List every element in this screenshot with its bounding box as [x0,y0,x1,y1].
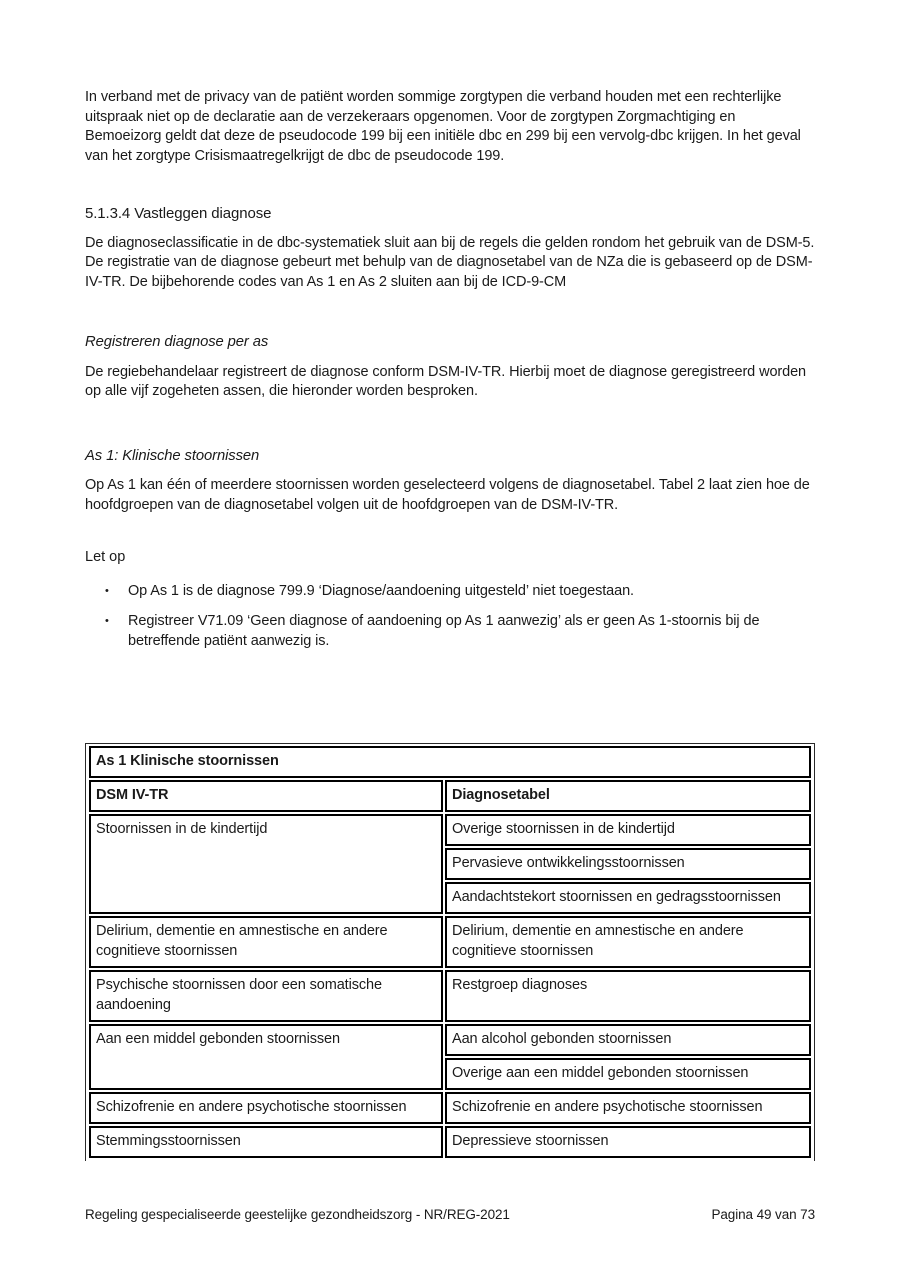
diagnosetabel-cell: Overige aan een middel gebonden stoornissen [445,1058,811,1090]
letop-label: Let op [85,549,126,565]
page-footer [85,1207,815,1222]
table-title-cell: As 1 Klinische stoornissen [89,746,811,778]
diagnosetabel-cell: Overige stoornissen in de kindertijd [445,814,811,846]
diagnosetabel-cell: Schizofrenie en andere psychotische stoornissen [445,1092,811,1124]
diagnosetabel-cell: Pervasieve ontwikkelingsstoornissen [445,848,811,880]
table-row [89,916,811,968]
bullet-text: Registreer V71.09 ‘Geen diagnose of aandoening op As 1 aanwezig’ als er geen As 1-stoornis bij de betreffende patiënt aanwezig is. [128,613,760,649]
diagnosetabel-cell: Aandachtstekort stoornissen en gedragsstoornissen [445,882,811,914]
diagnosetabel-cell: Aan alcohol gebonden stoornissen [445,1024,811,1056]
diagnose-table-body [89,746,811,1158]
diagnose-table-frame [85,743,815,1161]
paragraph-regiebehandelaar: De regiebehandelaar registreert de diagnose conform DSM-IV-TR. Hierbij moet de diagnose geregistreerd worden op alle vijf zogeheten assen, die hieronder worden besproken. [85,363,807,399]
table-row [89,970,811,1022]
subheading-registreren-diagnose: Registreren diagnose per as [85,334,269,350]
paragraph-as1: Op As 1 kan één of meerdere stoornissen worden geselecteerd volgens de diagnosetabel. Tabel 2 laat zien hoe de hoofdgroepen van de diagnosetabel volgen uit de hoofdgroepen van de DSM-IV-TR. [85,477,810,513]
list-item [85,582,815,602]
dsm-cell: Schizofrenie en andere psychotische stoornissen [89,1092,443,1124]
bullet-text: Op As 1 is de diagnose 799.9 ‘Diagnose/aandoening uitgesteld’ niet toegestaan. [128,582,634,599]
dsm-cell: Psychische stoornissen door een somatische aandoening [89,970,443,1022]
table-title-row [89,746,811,778]
subheading-as1-klinische-stoornissen: As 1: Klinische stoornissen [85,447,260,464]
diagnosetabel-cell: Restgroep diagnoses [445,970,811,1022]
table-row [89,1126,811,1158]
dsm-cell: Stemmingsstoornissen [89,1126,443,1158]
bullet-icon: • [105,584,109,597]
section-heading-vastleggen-diagnose: 5.1.3.4 Vastleggen diagnose [85,205,272,222]
list-item [85,612,815,651]
paragraph-privacy: In verband met de privacy van de patiënt worden sommige zorgtypen die verband houden met een rechterlijke uitspraak niet op de declaratie aan de verzekeraars opgenomen. Voor de zorgtypen Zorgmachtiging en Bemoeizorg geldt dat deze de pseudocode 199 bij een initiële dbc en 299 bij een vervolg-dbc krijgen. In het geval van het zorgtype Crisismaatregelkrijgt de dbc de pseudocode 199. [85,89,801,164]
paragraph-diagnoseclassificatie: De diagnoseclassificatie in de dbc-systematiek sluit aan bij de regels die gelden rondom het gebruik van de DSM-5. De registratie van de diagnose gebeurt met behulp van de diagnosetabel van de NZa die is gebaseerd op de DSM-IV-TR. De bijbehorende codes van As 1 en As 2 sluiten aan bij de ICD-9-CM [85,234,815,290]
column-header-dsm: DSM IV-TR [89,780,443,812]
letop-bullet-list [85,582,815,652]
diagnose-table [87,744,813,1160]
table-row [89,1092,811,1124]
dsm-cell: Stoornissen in de kindertijd [89,814,443,914]
table-row [89,1024,811,1056]
table-header-row [89,780,811,812]
footer-page-number: Pagina 49 van 73 [711,1207,815,1222]
diagnosetabel-cell: Depressieve stoornissen [445,1126,811,1158]
footer-document-title: Regeling gespecialiseerde geestelijke gezondheidszorg - NR/REG-2021 [85,1207,510,1222]
dsm-cell: Delirium, dementie en amnestische en andere cognitieve stoornissen [89,916,443,968]
diagnosetabel-cell: Delirium, dementie en amnestische en andere cognitieve stoornissen [445,916,811,968]
bullet-icon: • [105,615,109,627]
table-row [89,814,811,846]
dsm-cell: Aan een middel gebonden stoornissen [89,1024,443,1090]
column-header-diagnosetabel: Diagnosetabel [445,780,811,812]
